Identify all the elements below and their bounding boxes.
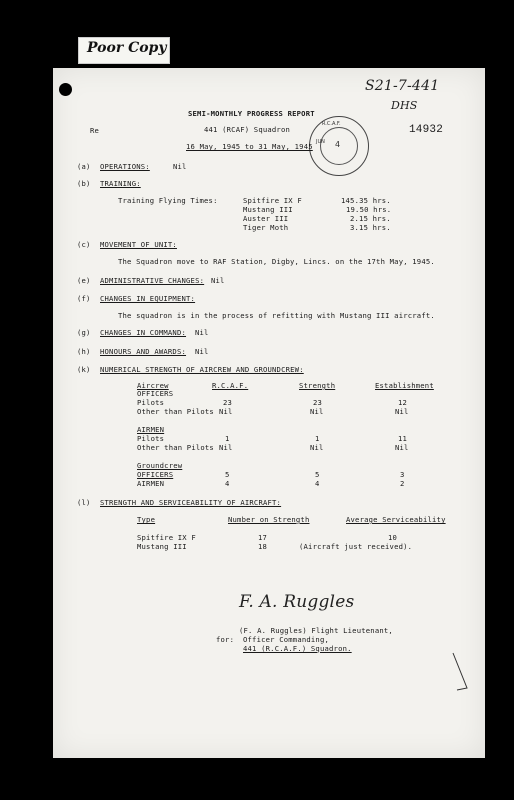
section-c-text: The Squadron move to RAF Station, Digby, Lincs. on the 17th May, 1945.	[118, 257, 435, 266]
groundcrew-row-label: AIRMEN	[137, 479, 165, 488]
signature-unit: 441 (R.C.A.F.) Squadron.	[243, 644, 352, 653]
stamp-text-top: R.C.A.F.	[322, 121, 341, 127]
signature-for: for:	[216, 635, 235, 644]
aircraft-header-number: Number on Strength	[228, 515, 310, 524]
groundcrew-row-strength: 4	[315, 479, 320, 488]
section-b-label: TRAINING:	[100, 179, 141, 188]
document-number: 14932	[409, 124, 444, 136]
aircraft-row-average: (Aircraft just received).	[299, 542, 413, 551]
groundcrew-row-label: OFFICERS	[137, 470, 174, 479]
strength-row-estab: 12	[398, 398, 408, 407]
corner-pen-mark	[453, 653, 467, 690]
section-e-value: Nil	[211, 276, 225, 285]
strength-header-aircrew: Aircrew	[137, 381, 169, 390]
strength-header-rcaf: R.C.A.F.	[212, 381, 249, 390]
training-time: 2.15 hrs.	[350, 214, 391, 223]
strength-row-rcaf: 23	[223, 398, 233, 407]
section-a-value: Nil	[173, 162, 187, 171]
training-type: Mustang III	[243, 205, 293, 214]
section-h-letter: (h)	[77, 347, 91, 356]
section-k-letter: (k)	[77, 365, 91, 374]
section-e-letter: (e)	[77, 276, 91, 285]
section-k-label: NUMERICAL STRENGTH OF AIRCREW AND GROUNDCREW:	[100, 365, 304, 374]
training-intro: Training Flying Times:	[118, 196, 218, 205]
strength-row-rcaf: Nil	[219, 443, 233, 452]
strength-row-strength: 23	[313, 398, 323, 407]
section-a-letter: (a)	[77, 162, 91, 171]
aircraft-row-type: Mustang III	[137, 542, 187, 551]
strength-row-estab: Nil	[395, 443, 409, 452]
margin-mark: Re	[90, 126, 100, 135]
aircraft-header-average: Average Serviceability	[346, 515, 446, 524]
report-period: 16 May, 1945 to 31 May, 1945	[186, 142, 313, 151]
section-g-letter: (g)	[77, 328, 91, 337]
strength-row-label: Pilots	[137, 434, 165, 443]
strength-row-label: Other than Pilots	[137, 407, 214, 416]
poor-copy-text: Poor Copy	[87, 40, 167, 56]
groundcrew-row-strength: 5	[315, 470, 320, 479]
strength-row-strength: Nil	[310, 407, 324, 416]
archive-reference: S21-7-441	[365, 78, 440, 94]
squadron-name: 441 (RCAF) Squadron	[204, 125, 291, 134]
poor-copy-tag	[78, 37, 170, 64]
aircraft-row-average: 10	[388, 533, 398, 542]
groundcrew-row-estab: 3	[400, 470, 405, 479]
section-f-letter: (f)	[77, 294, 91, 303]
section-l-label: STRENGTH AND SERVICEABILITY OF AIRCRAFT:	[100, 498, 282, 507]
strength-row-estab: 11	[398, 434, 408, 443]
groundcrew-row-rcaf: 5	[225, 470, 230, 479]
strength-row-strength: Nil	[310, 443, 324, 452]
section-e-label: ADMINISTRATIVE CHANGES:	[100, 276, 205, 285]
section-h-label: HONOURS AND AWARDS:	[100, 347, 187, 356]
strength-group-title: AIRMEN	[137, 425, 165, 434]
aircraft-row-number: 18	[258, 542, 268, 551]
groundcrew-row-estab: 2	[400, 479, 405, 488]
training-time: 19.50 hrs.	[346, 205, 392, 214]
stamp-text-center: 4	[335, 140, 341, 149]
strength-row-strength: 1	[315, 434, 320, 443]
section-b-letter: (b)	[77, 179, 91, 188]
strength-row-estab: Nil	[395, 407, 409, 416]
training-type: Tiger Moth	[243, 223, 289, 232]
section-h-value: Nil	[195, 347, 209, 356]
signature-role: Officer Commanding,	[243, 635, 330, 644]
stamp-text-side: JUN	[316, 139, 325, 145]
report-title: SEMI-MONTHLY PROGRESS REPORT	[188, 109, 315, 118]
strength-header-strength: Strength	[299, 381, 336, 390]
training-type: Spitfire IX F	[243, 196, 302, 205]
section-c-letter: (c)	[77, 240, 91, 249]
section-l-letter: (l)	[77, 498, 91, 507]
section-g-value: Nil	[195, 328, 209, 337]
archive-dhs: DHS	[391, 99, 418, 112]
section-g-label: CHANGES IN COMMAND:	[100, 328, 187, 337]
strength-row-rcaf: 1	[225, 434, 230, 443]
section-f-text: The squadron is in the process of refitting with Mustang III aircraft.	[118, 311, 435, 320]
groundcrew-row-rcaf: 4	[225, 479, 230, 488]
document-page	[53, 68, 485, 758]
strength-row-label: Pilots	[137, 398, 165, 407]
training-time: 3.15 hrs.	[350, 223, 391, 232]
signature-name: (F. A. Ruggles) Flight Lieutenant,	[239, 626, 393, 635]
signature-text: F. A. Ruggles	[239, 592, 355, 612]
groundcrew-title: Groundcrew	[137, 461, 183, 470]
strength-row-label: Other than Pilots	[137, 443, 214, 452]
section-c-label: MOVEMENT OF UNIT:	[100, 240, 177, 249]
pen-marks	[53, 68, 485, 758]
aircraft-row-type: Spitfire IX F	[137, 533, 196, 542]
strength-group-title: OFFICERS	[137, 389, 174, 398]
section-a-label: OPERATIONS:	[100, 162, 150, 171]
training-time: 145.35 hrs.	[341, 196, 391, 205]
aircraft-row-number: 17	[258, 533, 268, 542]
aircraft-header-type: Type	[137, 515, 156, 524]
strength-row-rcaf: Nil	[219, 407, 233, 416]
strength-header-establishment: Establishment	[375, 381, 434, 390]
training-type: Auster III	[243, 214, 289, 223]
section-f-label: CHANGES IN EQUIPMENT:	[100, 294, 196, 303]
